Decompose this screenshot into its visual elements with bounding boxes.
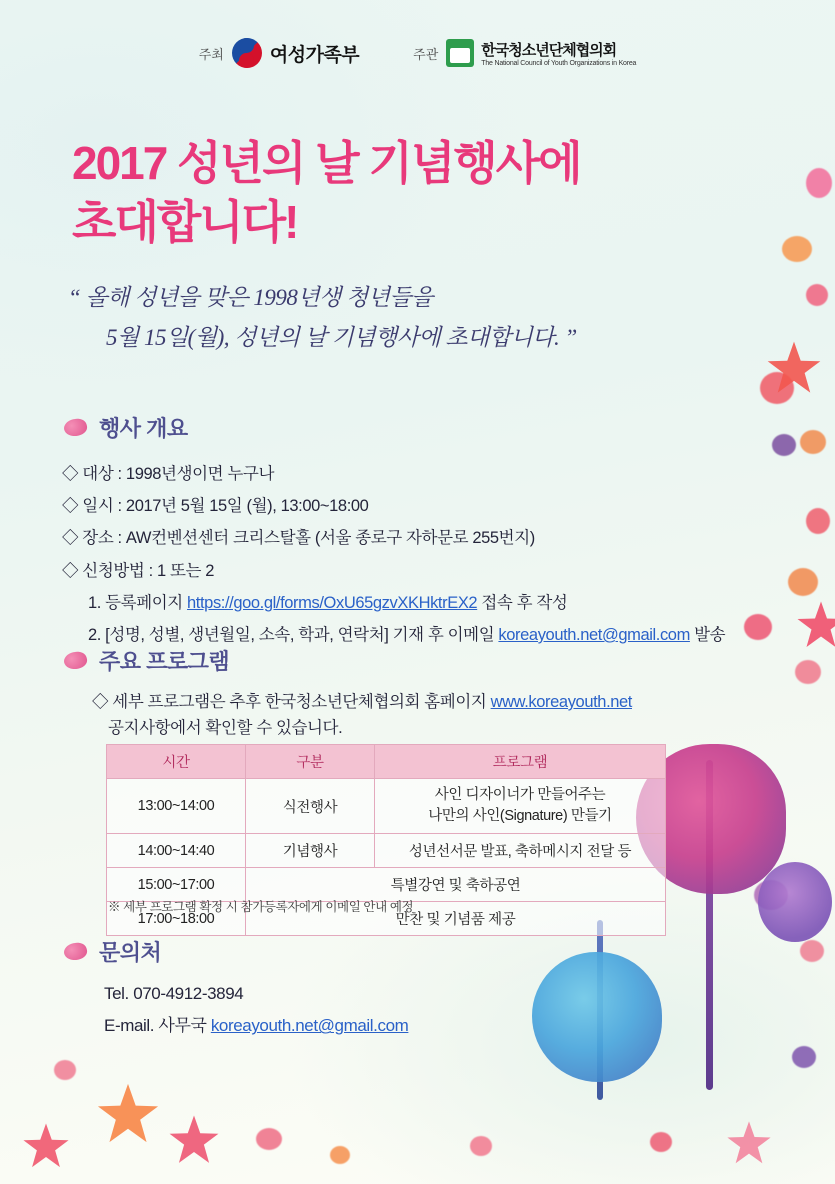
column-header-program: 프로그램 xyxy=(375,745,666,779)
cell-time: 13:00~14:00 xyxy=(107,779,246,834)
table-header-row xyxy=(107,745,666,779)
quote-line-1: 올해 성년을 맞은 1998년생 청년들을 xyxy=(85,285,433,310)
section-heading-program xyxy=(64,645,229,676)
overview-date-value: 2017년 5월 15일 (월), 13:00~18:00 xyxy=(125,497,369,516)
cell-program xyxy=(375,779,666,834)
decor-blob xyxy=(650,1132,672,1152)
decor-blob xyxy=(806,168,832,198)
organizer-role-label: 주관 xyxy=(413,46,439,62)
title-line-2: 초대합니다! xyxy=(72,195,298,248)
quote-line-2-wrap xyxy=(106,318,768,358)
contact-body xyxy=(104,978,408,1043)
overview-target-label: ◇ 대상 : xyxy=(62,465,126,483)
flower-bloom-violet xyxy=(758,862,832,942)
decor-star xyxy=(96,1082,160,1146)
decor-blob xyxy=(470,1136,492,1156)
program-note-prefix: ◇ 세부 프로그램은 추후 한국청소년단체협의회 홈페이지 xyxy=(92,693,491,711)
contact-tel-label: Tel. xyxy=(104,984,134,1003)
petal-bullet-icon xyxy=(62,941,88,962)
cell-program-line1: 사인 디자이너가 만들어주는 xyxy=(434,787,606,803)
overview-apply-value: 1 또는 2 xyxy=(157,561,214,580)
quote-open-mark: “ xyxy=(68,285,81,310)
ncyok-logo xyxy=(446,39,636,67)
title-line-1: 2017 성년의 날 기념행사에 xyxy=(72,137,581,189)
cell-time: 14:00~14:40 xyxy=(107,834,246,868)
section-overview-label: 행사 개요 xyxy=(99,416,188,441)
overview-apply-option-1 xyxy=(62,587,782,619)
registration-form-link[interactable]: https://goo.gl/forms/OxU65gzvXKHktrEX2 xyxy=(187,593,478,612)
decor-star xyxy=(726,1120,772,1166)
cell-time: 15:00~17:00 xyxy=(107,868,246,902)
invitation-quote xyxy=(68,278,768,359)
apply2-suffix: 발송 xyxy=(689,625,726,644)
organizer-name-kr: 한국청소년단체협의회 xyxy=(481,42,617,59)
overview-date-label: ◇ 일시 : xyxy=(62,497,126,516)
decor-blob xyxy=(800,940,824,962)
section-heading-contact xyxy=(64,936,161,967)
decor-blob xyxy=(806,508,830,534)
cell-program-line2: 나만의 사인(Signature) 만들기 xyxy=(428,808,612,825)
decor-star xyxy=(168,1114,220,1166)
overview-target-row xyxy=(62,458,782,490)
petal-bullet-icon xyxy=(62,417,88,438)
application-email-link[interactable]: koreayouth.net@gmail.com xyxy=(498,625,690,644)
decor-star xyxy=(22,1122,70,1170)
overview-place-value: AW컨벤션센터 크리스탈홀 (서울 종로구 자하문로 255번지) xyxy=(125,529,535,548)
column-header-time: 시간 xyxy=(107,745,246,779)
contact-email-link[interactable]: koreayouth.net@gmail.com xyxy=(210,1016,409,1036)
overview-date-row xyxy=(62,490,782,522)
cell-program: 성년선서문 발표, 축하메시지 전달 등 xyxy=(375,834,666,868)
overview-apply-row xyxy=(62,555,782,587)
overview-body xyxy=(62,458,782,651)
poster-header xyxy=(0,38,835,68)
cell-program: 특별강연 및 축하공연 xyxy=(246,868,666,902)
program-note xyxy=(92,690,732,741)
page-title xyxy=(72,134,732,252)
column-header-type: 구분 xyxy=(246,745,375,779)
decor-blob xyxy=(795,660,821,684)
contact-tel-value: 070-4912-3894 xyxy=(133,984,244,1003)
decor-blob xyxy=(330,1146,350,1164)
quote-line-2: 5월 15일(월), 성년의 날 기념행사에 초대합니다. xyxy=(106,325,560,351)
decor-blob xyxy=(760,372,794,404)
decor-blob xyxy=(806,284,828,306)
overview-place-row xyxy=(62,522,782,554)
overview-apply-label: ◇ 신청방법 : xyxy=(62,561,157,580)
cell-type: 기념행사 xyxy=(246,834,375,868)
decor-blob xyxy=(772,434,796,456)
organizer-name-en: The National Council of Youth Organizations in Korea xyxy=(481,60,637,67)
contact-tel-row xyxy=(104,978,408,1010)
decor-blob xyxy=(54,1060,76,1080)
contact-email-row xyxy=(104,1010,408,1042)
section-contact-label: 문의처 xyxy=(99,940,162,965)
decor-star xyxy=(796,600,835,650)
decor-blob xyxy=(788,568,818,596)
cell-time: 17:00~18:00 xyxy=(107,902,246,936)
decor-blob xyxy=(782,236,812,262)
host-name-label: 여성가족부 xyxy=(269,44,360,66)
decor-blob xyxy=(800,430,826,454)
overview-place-label: ◇ 장소 : xyxy=(62,529,126,548)
apply2-prefix: 2. [성명, 성별, 생년월일, 소속, 학과, 연락처] 기재 후 이메일 xyxy=(88,625,499,644)
cell-type: 식전행사 xyxy=(246,779,375,834)
petal-bullet-icon xyxy=(62,650,88,671)
section-program-label: 주요 프로그램 xyxy=(99,649,230,674)
table-row xyxy=(107,834,666,868)
decor-blob xyxy=(792,1046,816,1068)
apply1-suffix: 접속 후 작성 xyxy=(477,593,568,612)
decor-blob xyxy=(256,1128,282,1150)
table-row xyxy=(107,779,666,834)
host-role-label: 주최 xyxy=(198,46,224,62)
host-organization xyxy=(199,38,359,68)
ncyok-mark-icon xyxy=(446,39,474,67)
contact-email-label: E-mail. 사무국 xyxy=(104,1016,211,1036)
homepage-link[interactable]: www.koreayouth.net xyxy=(490,693,632,711)
section-heading-overview xyxy=(64,412,188,443)
quote-close-mark: ” xyxy=(564,325,577,351)
government-taegeuk-icon xyxy=(232,38,262,68)
cell-program: 만찬 및 기념품 제공 xyxy=(246,902,666,936)
program-footnote: ※ 세부 프로그램 확정 시 참가등록자에게 이메일 안내 예정 xyxy=(108,900,414,914)
flower-bloom-blue xyxy=(532,952,662,1082)
overview-target-value: 1998년생이면 누구나 xyxy=(125,465,274,483)
apply1-prefix: 1. 등록페이지 xyxy=(88,593,188,612)
program-note-suffix: 공지사항에서 확인할 수 있습니다. xyxy=(108,718,343,737)
decor-star xyxy=(766,340,822,396)
organizer-organization xyxy=(413,39,636,67)
